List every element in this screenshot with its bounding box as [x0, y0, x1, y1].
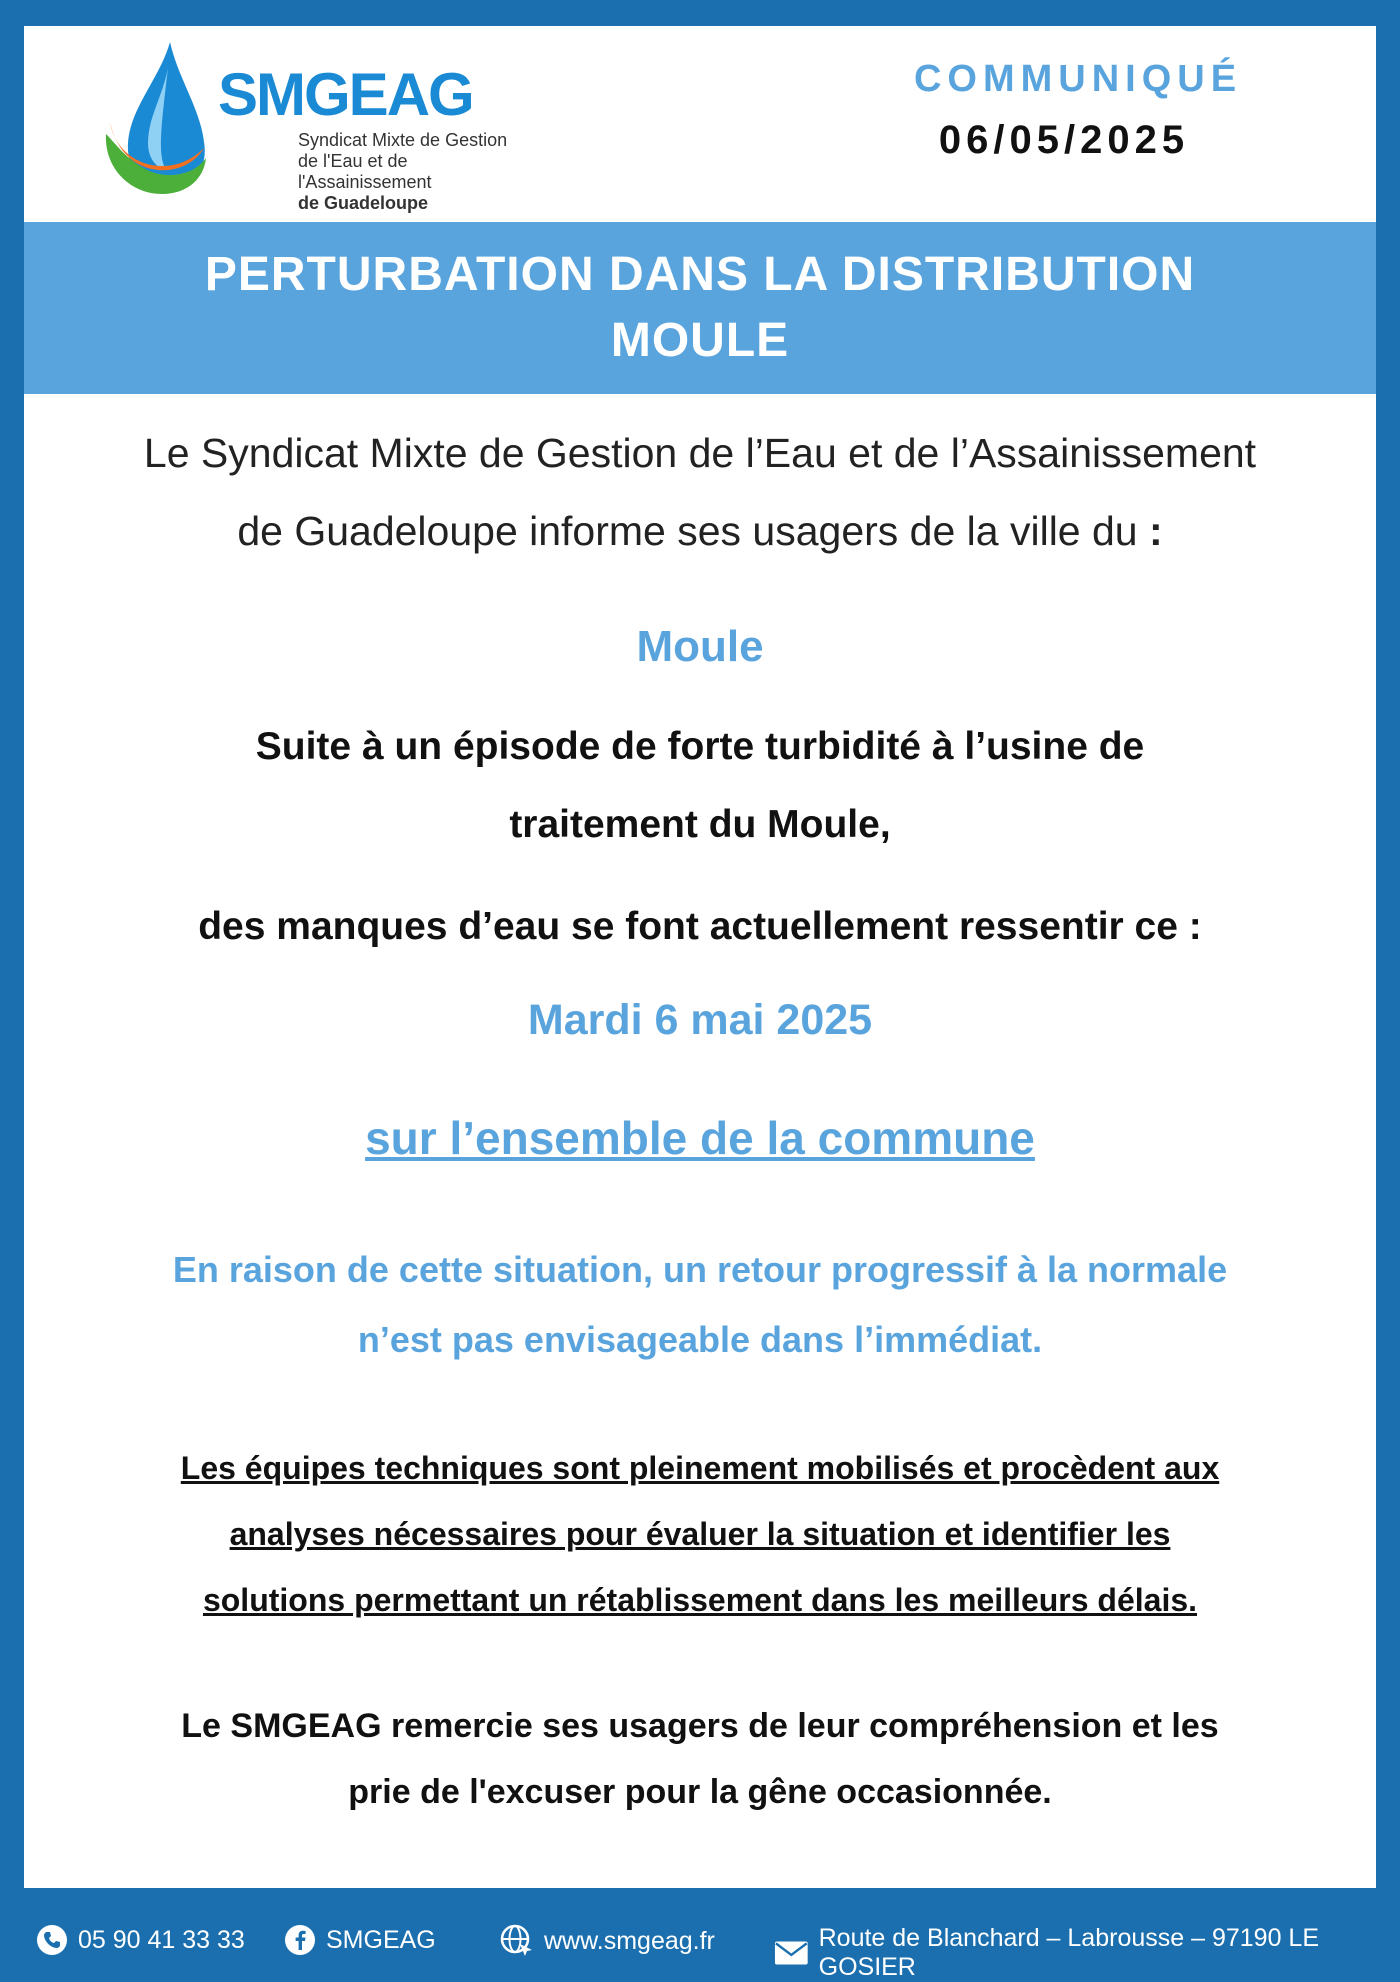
communique-label: COMMUNIQUÉ — [913, 58, 1243, 100]
town-name: Moule — [636, 622, 764, 671]
banner-title-line1: PERTURBATION DANS LA DISTRIBUTION — [204, 248, 1196, 301]
cause-text — [24, 708, 1376, 864]
reason-line: En raison de cette situation, un retour progressif à la normale — [172, 1249, 1228, 1290]
phone-icon — [36, 1924, 68, 1956]
intro-line — [64, 492, 1336, 570]
cause-line: traitement du Moule, — [509, 803, 891, 846]
brand-name: SMGEAG — [218, 61, 473, 128]
teams-line: Les équipes techniques sont pleinement mobilisés et procèdent aux — [180, 1450, 1220, 1486]
brand-subtitle-line: de Guadeloupe — [298, 193, 429, 213]
communique-date: 06/05/2025 — [938, 118, 1190, 162]
affected-area: sur l’ensemble de la commune — [365, 1112, 1035, 1164]
footer-website[interactable] — [500, 1924, 715, 1958]
thanks-line: Le SMGEAG remercie ses usagers de leur compréhension et les — [181, 1707, 1219, 1745]
facebook-icon — [284, 1924, 316, 1956]
thanks-line: prie de l'excuser pour la gêne occasionnée. — [348, 1773, 1052, 1811]
intro-colon: : — [1149, 508, 1163, 554]
postal-address: Route de Blanchard – Labrousse – 97190 LE GOSIER — [818, 1924, 1319, 1981]
website-url: www.smgeag.fr — [544, 1926, 715, 1955]
facebook-handle: SMGEAG — [326, 1925, 436, 1954]
web-icon — [500, 1924, 534, 1958]
thanks-text — [24, 1693, 1376, 1825]
footer-address — [774, 1924, 1400, 1982]
footer-facebook[interactable] — [284, 1924, 436, 1956]
communique-body — [24, 394, 1376, 1825]
brand-subtitle-line: Syndicat Mixte de Gestion — [298, 130, 508, 150]
smgeag-logo — [100, 38, 540, 218]
teams-line: analyses nécessaires pour évaluer la situation et identifier les — [229, 1516, 1171, 1552]
event-day: Mardi 6 mai 2025 — [527, 996, 873, 1044]
reason-line: n’est pas envisageable dans l’immédiat. — [357, 1319, 1043, 1360]
mail-icon — [774, 1940, 809, 1966]
water-drop-logo-icon — [100, 38, 210, 198]
cause-line: Suite à un épisode de forte turbidité à l’usine de — [255, 725, 1145, 768]
effect-text: des manques d’eau se font actuellement ressentir ce : — [198, 905, 1202, 948]
footer-phone[interactable] — [36, 1924, 245, 1956]
intro-line-text: de Guadeloupe informe ses usagers de la ville du — [237, 508, 1138, 554]
contact-footer — [0, 1888, 1400, 1980]
intro-line: Le Syndicat Mixte de Gestion de l’Eau et de l’Assainissement — [143, 430, 1257, 476]
teams-text — [64, 1435, 1336, 1633]
brand-subtitle-line: de l'Eau et de l'Assainissement — [298, 151, 432, 192]
phone-number: 05 90 41 33 33 — [78, 1925, 245, 1954]
brand-subtitle — [298, 130, 540, 214]
teams-line: solutions permettant un rétablissement dans les meilleurs délais. — [202, 1582, 1198, 1618]
reason-text — [24, 1235, 1376, 1375]
communique-sheet — [24, 26, 1376, 1888]
banner-title-line2: MOULE — [610, 314, 790, 367]
title-banner — [24, 222, 1376, 394]
intro-text — [64, 414, 1336, 570]
